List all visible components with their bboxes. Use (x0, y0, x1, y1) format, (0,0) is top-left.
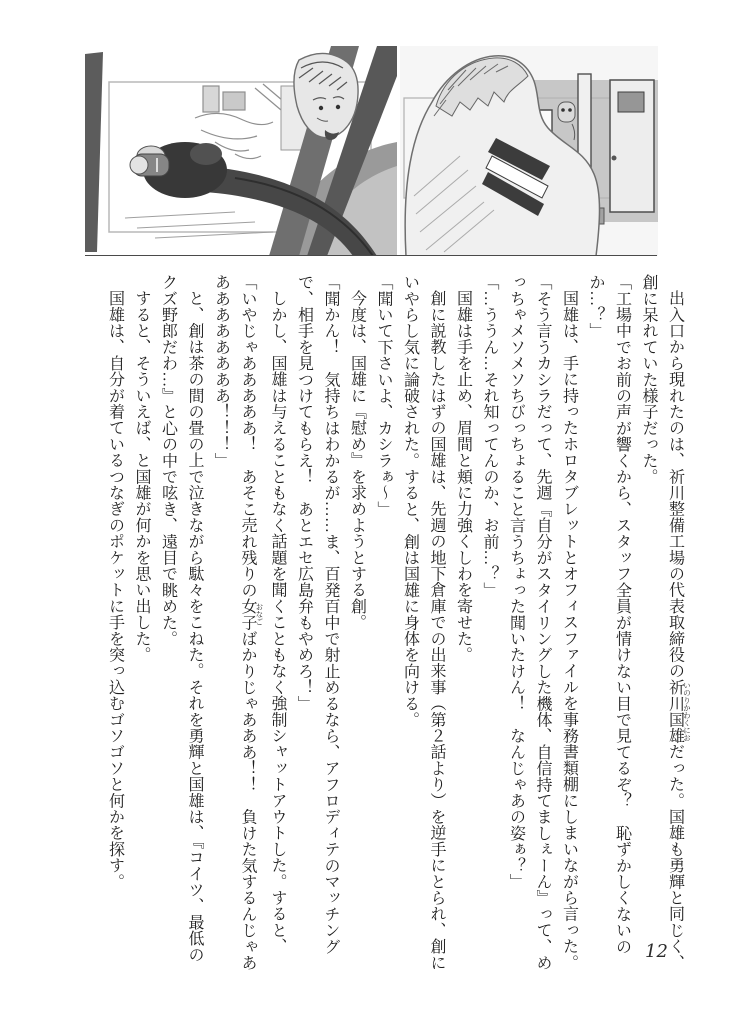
illustration-row (85, 46, 658, 258)
paragraph: 出入口から現れたのは、祈川整備工場の代表取締役の祈川国雄 いのりかわくにおだった。国雄も勇輝と同じく、創に呆れていた様子だった。 (640, 274, 692, 971)
paragraph: すると、そういえば、と国雄が何かを思い出した。 (133, 290, 150, 663)
story-text (31, 274, 691, 974)
paragraph: と、創は茶の間の畳の上で泣きながら駄々をこねた。それを勇輝と国雄は、『コイツ、最低のクズ野郎だわ…』と心の中で呟き、遠目で眺めた。 (159, 274, 203, 963)
paragraph: 「工場中でお前の声が響くから、スタッフ全員が情けない目で見てるぞ？ 恥ずかしくないのか…？」 (587, 274, 631, 955)
paragraph: 「いやじゃあああああ！ あそこ売れ残りの女子 おなごばかりじゃあああ！！ 負けた気するんじゃあああああああああ！！！」 (212, 274, 264, 971)
paragraph: 国雄は、手に持ったホロタブレットとオフィスファイルを事務書類棚にしまいながら言った。 (560, 290, 578, 971)
panel-left-illustration (85, 46, 397, 256)
panel-right-illustration (400, 46, 658, 256)
page-number: 12 (645, 941, 668, 962)
paragraph: 今度は、国雄に『慰め』を求めようとする創。 (348, 290, 366, 631)
paragraph: 国雄は、自分が着ているつなぎのポケットに手を突っ込むゴソゴソと何かを探す。 (106, 290, 124, 890)
paragraph: 「…ううん…それ知ってんのか、お前…？」 (481, 274, 498, 598)
paragraph: 「聞いて下さいよ、カシラぁ～」 (375, 274, 392, 517)
illustration-baseline-rule (85, 255, 657, 256)
ruby-annotated-text: 女子 おなご (239, 598, 264, 631)
paragraph: 「そう言うカシラだって、先週『自分がスタイリングした機体、自信持てましぇーん』って、めっちゃメソメソちびっちょること言うちょった聞いたけん！ なんじゃあの姿ぁ？」 (507, 274, 551, 971)
sketch-hallway-figures (400, 46, 658, 256)
paragraph: 国雄は手を止め、眉間と頬に力強くしわを寄せた。 (454, 290, 472, 663)
paragraph: 「聞かん！ 気持ちはわかるが……ま、百発百中で射止めるなら、アフロディテのマッチングで、相手を見つけてもらえ！ あとエセ広島弁もやめろ！」 (295, 274, 339, 955)
ruby-annotated-text: 祈川国雄 いのりかわくにお (666, 678, 692, 744)
paragraph: しかし、国雄は与えることもなく話題を聞くこともなく強制シャットアウトした。すると、 (269, 290, 286, 955)
paragraph: 創に説教したはずの国雄は、先週の地下倉庫での出来事（第２話より）を逆手にとられ、創にいやらし気に論破された。すると、創は国雄に身体を向ける。 (401, 274, 445, 971)
sketch-reaching-arm (85, 46, 397, 256)
